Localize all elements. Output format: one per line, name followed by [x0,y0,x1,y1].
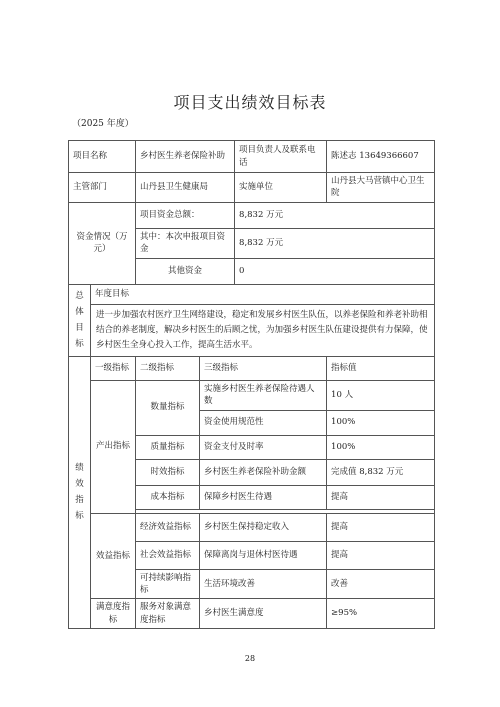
unit-value: 山丹县大马营镇中心卫生院 [327,173,435,203]
funds-other-label: 其他资金 [136,258,235,284]
funds-total-label: 项目资金总额： [136,202,235,228]
contact-value: 陈述志 13649366607 [327,141,435,173]
year-goal-label: 年度目标 [91,284,435,304]
header-level2: 二级指标 [136,356,200,380]
econ-indicator-label: 经济效益指标 [136,513,200,541]
table-row [69,513,435,541]
indicator-value: 100% [327,435,435,459]
quality-indicator-label: 质量指标 [136,435,200,459]
indicator-name: 乡村医生养老保险补助金额 [200,459,327,485]
cost-indicator-label: 成本指标 [136,485,200,509]
dept-label: 主管部门 [69,173,136,203]
performance-table [68,140,435,629]
funds-current-label: 其中：本次申报项目资金 [136,228,235,258]
funds-other-value: 0 [235,258,435,284]
indicator-name: 乡村医生保持稳定收入 [200,513,327,541]
funds-total-row [69,202,435,228]
goal-text: 进一步加强农村医疗卫生网络建设，稳定和发展乡村医生队伍，以养老保险和养老补助相结合的养老制度，解决乡村医生的后顾之忧，为加强乡村医生队伍建设提供有力保障，使乡村医生全身心投入工作，提高生活水平。 [91,304,435,356]
project-name-value: 乡村医生养老保险补助 [136,141,235,173]
indicator-value: 提高 [327,513,435,541]
indicator-value: 100% [327,410,435,435]
table-row [69,599,435,629]
project-name-row [69,141,435,173]
indicator-header-row [69,356,435,380]
indicator-name: 实施乡村医生养老保险待遇人数 [200,380,327,410]
benefit-indicator-label: 效益指标 [91,513,136,599]
project-name-label: 项目名称 [69,141,136,173]
contact-label: 项目负责人及联系电话 [235,141,327,173]
indicator-value: 提高 [327,541,435,569]
indicator-name: 资金支付及时率 [200,435,327,459]
indicator-value: ≥95% [327,599,435,629]
unit-label: 实施单位 [235,173,327,203]
page-number: 28 [244,654,256,663]
dept-row [69,173,435,203]
header-level3: 三级指标 [200,356,327,380]
page-title: 项目支出绩效目标表 [173,93,327,112]
indicator-value: 完成值 8,832 万元 [327,459,435,485]
indicator-name: 资金使用规范性 [200,410,327,435]
funds-label: 资金情况（万元） [69,202,136,284]
table-row [69,380,435,410]
social-indicator-label: 社会效益指标 [136,541,200,569]
goal-side-label: 总 体 目 标 [69,284,91,356]
quantity-indicator-label: 数量指标 [136,380,200,435]
header-value: 指标值 [327,356,435,380]
goal-header-row [69,284,435,304]
indicator-value: 提高 [327,485,435,509]
indicator-value: 改善 [327,569,435,599]
dept-value: 山丹县卫生健康局 [136,173,235,203]
service-indicator-label: 服务对象满意度指标 [136,599,200,629]
indicator-value: 10 人 [327,380,435,410]
indicator-name: 生活环境改善 [200,569,327,599]
sustain-indicator-label: 可持续影响指标 [136,569,200,599]
year-label: （2025 年度） [72,119,134,129]
indicator-name: 保障离岗与退休村医待遇 [200,541,327,569]
funds-total-value: 8,832 万元 [235,202,435,228]
indicator-name: 保障乡村医生待遇 [200,485,327,509]
time-indicator-label: 时效指标 [136,459,200,485]
funds-current-value: 8,832 万元 [235,228,435,258]
satisfaction-indicator-label: 满意度指标 [91,599,136,629]
output-indicator-label: 产出指标 [91,380,136,513]
header-level1: 一级指标 [91,356,136,380]
goal-text-row [69,304,435,356]
indicator-side-label: 绩 效 指 标 [69,356,91,628]
indicator-name: 乡村医生满意度 [200,599,327,629]
